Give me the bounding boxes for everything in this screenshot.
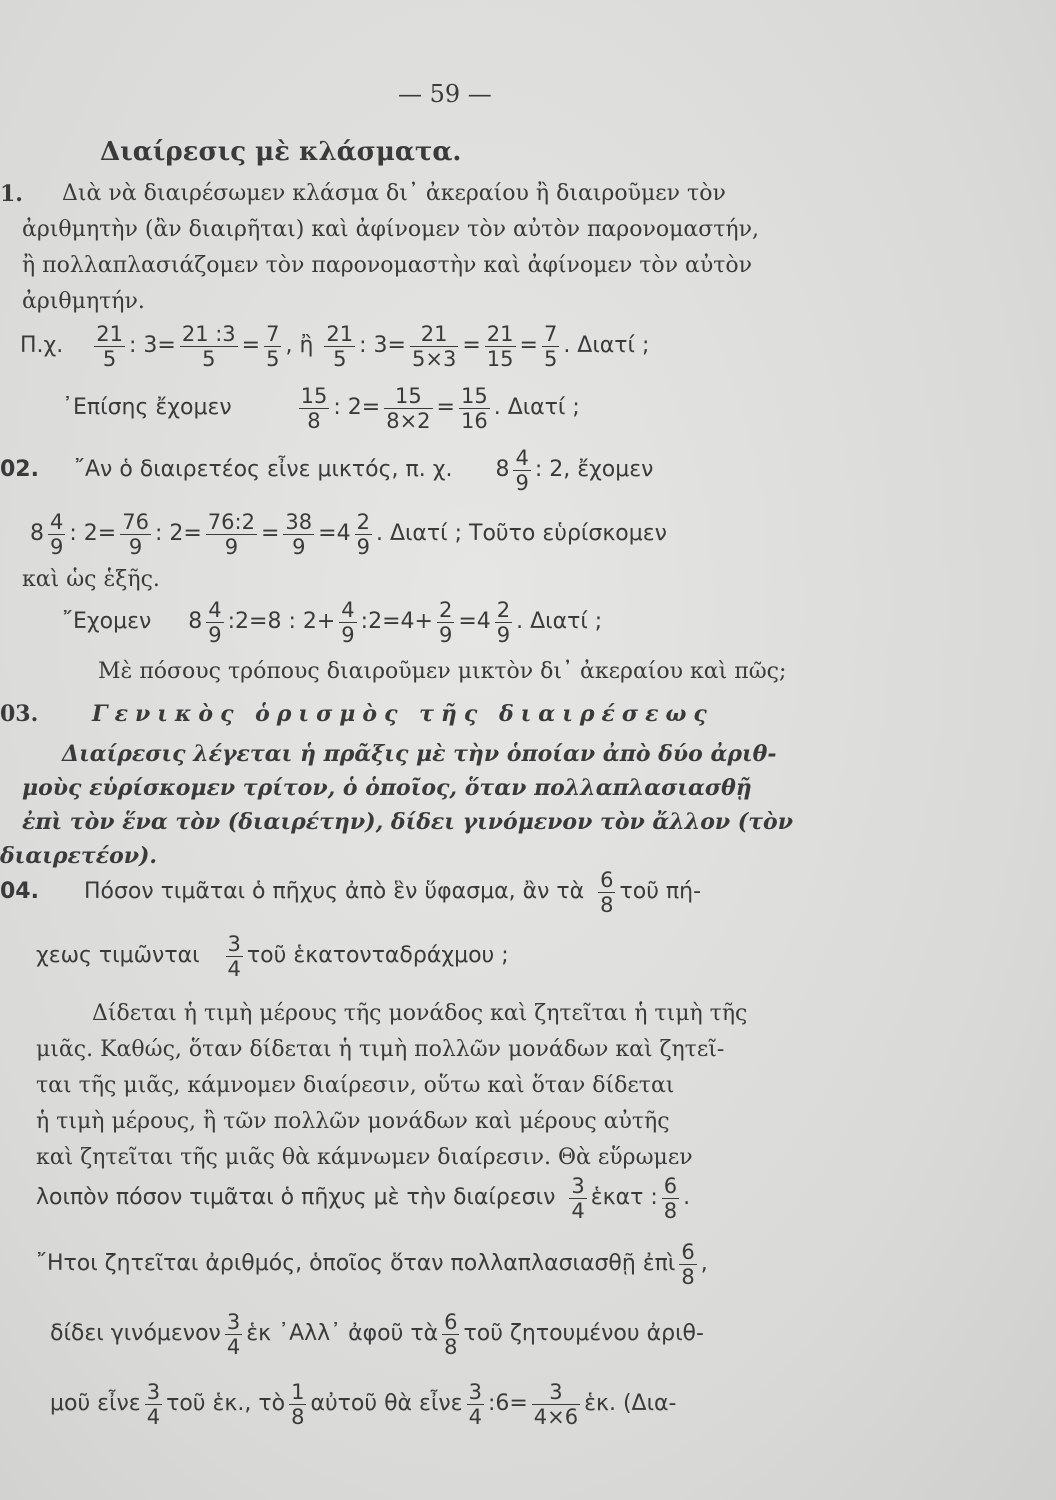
definition-line: Διαίρεσις λέγεται ἡ πρᾶξις μὲ τὴν ὁποίαν ἀπὸ δύο ἀριθ- [62, 741, 777, 767]
question-line: Μὲ πόσους τρόπους διαιροῦμεν μικτὸν δι᾽ ἀκεραίου καὶ πῶς; [98, 659, 787, 684]
definition-line: ἐπὶ τὸν ἕνα τὸν (διαιρέτην), δίδει γινόμενον τὸν ἄλλον (τὸν [22, 809, 793, 835]
fraction: $\frac{2}{9}$ [496, 597, 511, 647]
text-line: μιᾶς. Καθώς, ὅταν δίδεται ἡ τιμὴ πολλῶν μονάδων καὶ ζητεῖ- [36, 1037, 725, 1062]
fraction: $\frac{6}{8}$ [444, 1309, 458, 1359]
definition-title: Γενικὸς ὁρισμὸς τῆς διαιρέσεως [92, 701, 714, 727]
text-line: Διὰ νὰ διαιρέσωμεν κλάσμα δι᾽ ἀκεραίου ἢ διαιροῦμεν τὸν [62, 181, 726, 206]
fraction: $\frac{6}{8}$ [681, 1239, 695, 1289]
example-label: ᾿Επίσης ἔχομεν [62, 395, 232, 420]
fraction: $\frac{7}{5}$ [266, 321, 280, 371]
fraction: $\frac{21}{5\times 3}$ [412, 321, 457, 371]
equation-line: 02. ῎Αν ὁ διαιρετέος εἶνε μικτός, π. χ. 8 $\frac{4}{9}$ : 2, ἔχομεν [0, 445, 654, 495]
fraction: $\frac{76:2}{9}$ [207, 509, 255, 559]
equation-line: δίδει γινόμενον $\frac{3}{4}$ ἑκ ᾽Αλλ᾽ ἀφοῦ τὰ $\frac{6}{8}$ τοῦ ζητουμένου ἀριθ- [50, 1309, 704, 1359]
definition-line: μοὺς εὑρίσκομεν τρίτον, ὁ ὁποῖος, ὅταν πολλαπλασιασθῇ [22, 775, 752, 801]
section-title: Διαίρεσις μὲ κλάσματα. [100, 137, 462, 167]
fraction: $\frac{4}{9}$ [515, 445, 529, 495]
fraction: $\frac{4}{9}$ [50, 509, 64, 559]
fraction: $\frac{15}{8}$ [300, 383, 328, 433]
fraction: $\frac{21}{5}$ [326, 321, 354, 371]
example-label: Π.χ. [20, 333, 64, 358]
fraction: $\frac{3}{4}$ [227, 931, 241, 981]
equation-line: ᾿Επίσης ἔχομεν $\frac{15}{8}$ : 2= $\frac{15}{8\times 2}$ = $\frac{15}{16}$ . Διατί ; [62, 383, 580, 433]
equation-line: μοῦ εἶνε $\frac{3}{4}$ τοῦ ἑκ., τὸ $\frac{1}{8}$ αὐτοῦ θὰ εἶνε $\frac{3}{4}$ :6= $\frac{3}{4\times 6}$ ἑκ. (Δια- [50, 1379, 677, 1429]
fraction: $\frac{15}{16}$ [460, 383, 488, 433]
fraction: $\frac{3}{4}$ [571, 1173, 585, 1223]
problem-line: 04. Πόσον τιμᾶται ὁ πῆχυς ἀπὸ ἓν ὕφασμα, ἂν τὰ $\frac{6}{8}$ τοῦ πή- [0, 867, 702, 917]
equation-line: Π.χ. $\frac{21}{5}$ : 3= $\frac{21 :3}{5}$ = $\frac{7}{5}$ , ἢ $\frac{21}{5}$ : 3= $\frac{21}{5\times 3}$ = $\frac{21}{15}$ = $\frac{7}{5}$ . Διατί ; [20, 321, 650, 371]
equation-line: ῎Ητοι ζητεῖται ἀριθμός, ὁποῖος ὅταν πολλαπλασιασθῇ ἐπὶ $\frac{6}{8}$ , [36, 1239, 708, 1289]
fraction: $\frac{6}{8}$ [663, 1173, 678, 1223]
text-line: ἀριθμητήν. [22, 289, 145, 314]
text-line: καὶ ζητεῖται τῆς μιᾶς θὰ κάμνωμεν διαίρεσιν. Θὰ εὕρωμεν [36, 1145, 693, 1170]
equation-line: λοιπὸν πόσον τιμᾶται ὁ πῆχυς μὲ τὴν διαίρεσιν $\frac{3}{4}$ ἑκατ : $\frac{6}{8}$ . [36, 1173, 691, 1223]
text-line: καὶ ὡς ἑξῆς. [22, 567, 160, 592]
text-line: ἡ τιμὴ μέρους, ἢ τῶν πολλῶν μονάδων καὶ μέρους αὐτῆς [36, 1109, 670, 1134]
fraction: $\frac{21 :3}{5}$ [181, 321, 236, 371]
paragraph-number: 1. [0, 181, 23, 207]
fraction: $\frac{3}{4}$ [468, 1379, 482, 1429]
definition-line: διαιρετέον). [0, 843, 158, 869]
example-label: ῎Εχομεν [62, 609, 152, 634]
paragraph-number: 04. [0, 879, 39, 904]
fraction: $\frac{1}{8}$ [291, 1379, 305, 1429]
fraction: $\frac{15}{8\times 2}$ [386, 383, 431, 433]
fraction: $\frac{2}{9}$ [438, 597, 453, 647]
fraction: $\frac{38}{9}$ [285, 509, 313, 559]
page-number: — 59 — [398, 80, 492, 108]
fraction: $\frac{2}{9}$ [356, 509, 370, 559]
paragraph-number: 02. [0, 457, 39, 482]
text-line: ἢ πολλαπλασιάζομεν τὸν παρονομαστὴν καὶ ἀφίνομεν τὸν αὐτὸν [22, 253, 752, 278]
problem-line: χεως τιμῶνται $\frac{3}{4}$ τοῦ ἑκατονταδράχμου ; [36, 931, 509, 981]
text-line: Δίδεται ἡ τιμὴ μέρους τῆς μονάδος καὶ ζητεῖται ἡ τιμὴ τῆς [92, 1001, 748, 1026]
fraction: $\frac{3}{4}$ [226, 1309, 241, 1359]
fraction: $\frac{4}{9}$ [208, 597, 222, 647]
fraction: $\frac{7}{5}$ [543, 321, 558, 371]
equation-line: 8 $\frac{4}{9}$ : 2= $\frac{76}{9}$ : 2= $\frac{76:2}{9}$ = $\frac{38}{9}$ =4 $\frac{2}{9}$ . Διατί ; Τοῦτο εὑρίσκομεν [30, 509, 667, 559]
fraction: $\frac{21}{15}$ [486, 321, 514, 371]
fraction: $\frac{3}{4}$ [146, 1379, 161, 1429]
paragraph-number: 03. [0, 701, 39, 727]
fraction: $\frac{76}{9}$ [122, 509, 149, 559]
fraction: $\frac{4}{9}$ [341, 597, 355, 647]
fraction: $\frac{21}{5}$ [96, 321, 123, 371]
text-line: ται τῆς μιᾶς, κάμνομεν διαίρεσιν, οὕτω καὶ ὅταν δίδεται [36, 1073, 675, 1098]
fraction: $\frac{3}{4\times 6}$ [533, 1379, 579, 1429]
equation-line: ῎Εχομεν 8 $\frac{4}{9}$ :2=8 : 2+ $\frac{4}{9}$ :2=4+ $\frac{2}{9}$ =4 $\frac{2}{9}$ . Διατί ; [62, 597, 603, 647]
fraction: $\frac{6}{8}$ [600, 867, 614, 917]
text-line: ἀριθμητὴν (ἂν διαιρῆται) καὶ ἀφίνομεν τὸν αὐτὸν παρονομαστήν, [22, 217, 759, 242]
